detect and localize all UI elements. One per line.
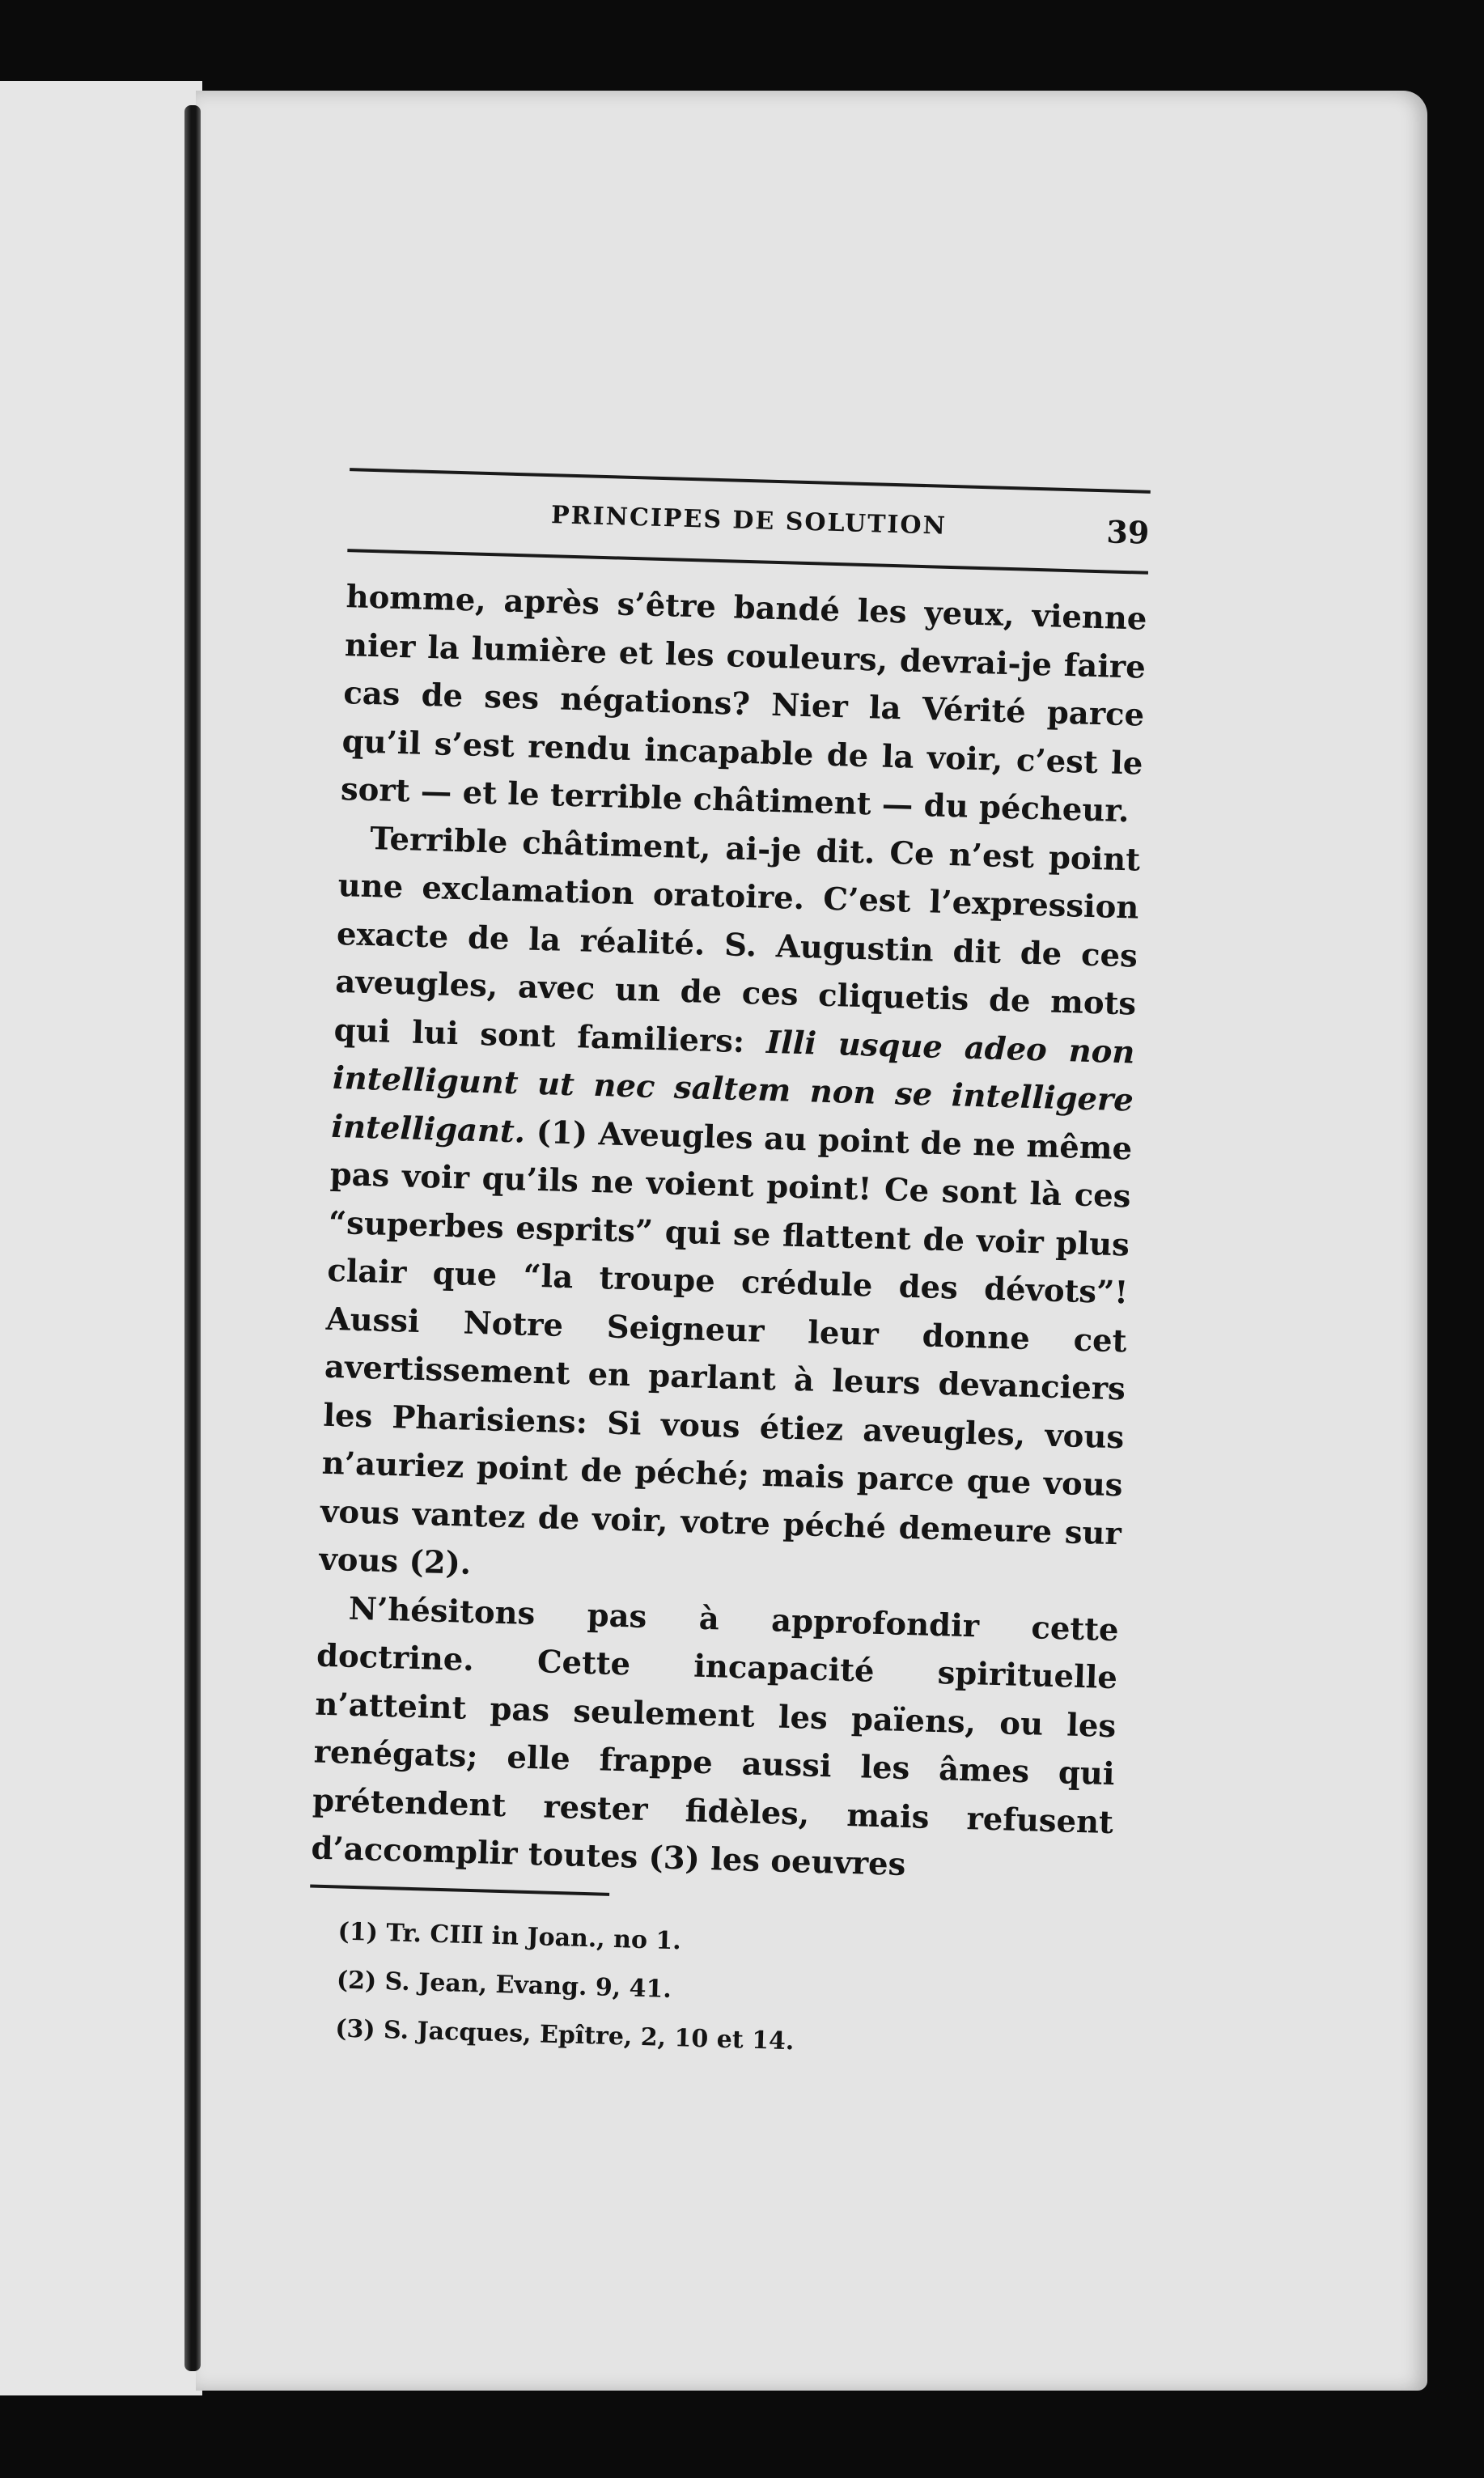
page-number: 39	[1105, 513, 1150, 551]
footnote-1: (1) Tr. CIII in Joan., no 1.	[337, 1916, 682, 1955]
footnote-2: (2) S. Jean, Evang. 9, 41.	[336, 1965, 672, 2004]
running-title: PRINCIPES DE SOLUTION	[550, 501, 948, 541]
book-spine-gutter	[184, 105, 201, 2371]
footnote-3: (3) S. Jacques, Epître, 2, 10 et 14.	[334, 2013, 795, 2056]
paragraph-3: N’hésitons pas à approfondir cette doctrine. Cette incapacité spirituelle n’atteint pas seulement les païens, ou les renégats; elle frappe aussi les âmes qui prétendent rester fidèles, mais refusent d’accomplir toutes (3) les oeuvres	[310, 1590, 1120, 1884]
book-page	[196, 91, 1427, 2391]
latin-quotation: Illi usque adeo non intelligunt ut nec saltem non se intelligere intelligant.	[330, 1024, 1136, 1151]
footnotes	[306, 1907, 1111, 2075]
footnote-rule	[310, 1884, 609, 1895]
paragraph-1: homme, après s’être bandé les yeux, vienne nier la lumière et les couleurs, devrai-je faire cas de ses négations? Nier la Vérité parce qu’il s’est rendu incapable de la voir, c’est le sort — et le terrible châtiment — du pécheur.	[340, 579, 1147, 830]
paragraph-2	[319, 814, 1141, 1606]
paragraph-2-text-b: (1) Aveugles au point de ne même pas voir qu’ils ne voient point! Ce sont là ces “superbes esprits” qui se flattent de voir plus clair que “la troupe crédule des dévots”! Aussi Notre Seigneur leur donne cet avertissement en parlant à leurs devanciers les Pharisiens: Si vous étiez aveugles, vous n’auriez point de péché; mais parce que vous vous vantez de voir, votre péché demeure sur vous (2).	[318, 1114, 1133, 1582]
page-content	[306, 468, 1151, 2074]
facing-page-edge	[0, 81, 202, 2395]
paragraph-2-text-a: Terrible châtiment, ai-je dit. Ce n’est point une exclamation oratoire. C’est l’expression exacte de la réalité. S. Augustin dit de ces aveugles, avec un de ces cliquetis de mots qui lui sont familiers:	[333, 820, 1141, 1060]
body-text	[311, 573, 1147, 1895]
